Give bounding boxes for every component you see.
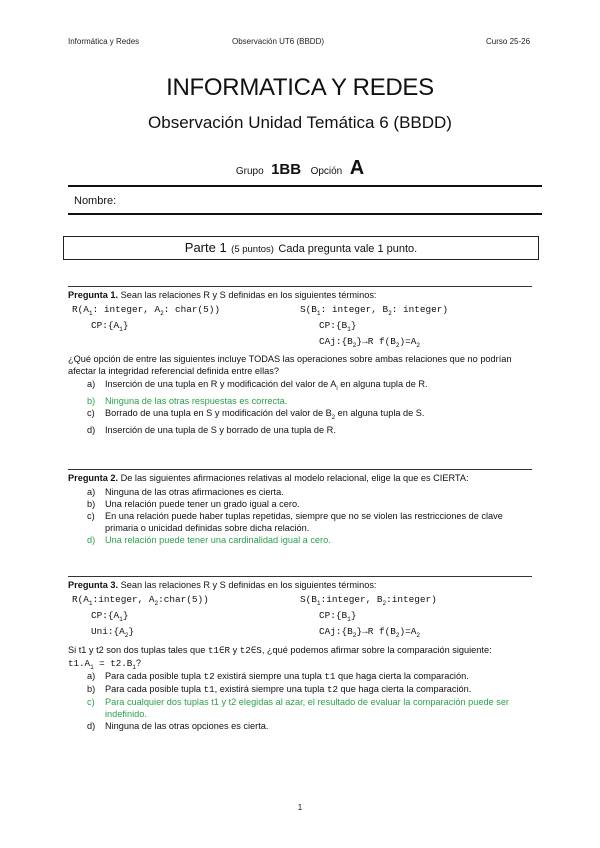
q1-relation-s: $S(B_1$: integer, $B_2$: integer) $CP:\{B_1\}$ $CAj:\{B_2\}\to R$ $f(B_2)=A_2$ xyxy=(300,304,449,349)
q1-option-c[interactable]: c) Borrado de una tupla en S y modificación del valor de $B_2$ en alguna tupla de S. xyxy=(87,407,425,421)
q1-relation-r: $R(A_1$: integer, $A_2$: char(5)) $CP:\{A_1\}$ xyxy=(72,304,221,333)
q3-option-c[interactable]: c) Para cualquier dos tuplas t1 y t2 elegidas al azar, el resultado de evaluar la comparación puede ser indefinido. xyxy=(87,697,509,719)
q2-intro-text: De las siguientes afirmaciones relativas al modelo relacional, elige la que es CIERTA: xyxy=(120,473,469,483)
q3-question: Si t1 y t2 son dos tuplas tales que t1∈R y t2∈S, ¿qué podemos afirmar sobre la comparación siguiente: $t1.A_1 = t2.B_1$? xyxy=(68,645,492,671)
q1-title: Pregunta 1. xyxy=(68,290,119,300)
q3-option-b[interactable]: b) Para cada posible tupla t1, existirá siempre una tupla t2 que haga cierta la comparación. xyxy=(87,684,472,695)
q3-option-a[interactable]: a) Para cada posible tupla t2 existirá siempre una tupla t1 que haga cierta la comparación. xyxy=(87,671,469,682)
page-subtitle: Observación Unidad Temática 6 (BBDD) xyxy=(148,113,452,132)
q1-option-a[interactable]: a) Inserción de una tupla en R y modificación del valor de $A_i$ en alguna tupla de R. xyxy=(87,379,428,392)
page-title: INFORMATICA Y REDES xyxy=(166,74,434,101)
q2-rule xyxy=(68,469,532,470)
q1-question: ¿Qué opción de entre las siguientes incluye TODAS las operaciones sobre ambas relaciones que no podrían afectar la integridad referencial definida entre ellas? xyxy=(68,354,512,376)
name-bottom-rule xyxy=(68,213,542,215)
option-value: A xyxy=(349,157,365,179)
part-title: Parte 1 xyxy=(184,240,227,255)
q1-intro-text: Sean las relaciones R y S definidas en los siguientes términos: xyxy=(120,290,377,300)
part-box xyxy=(63,236,539,260)
page-number: 1 xyxy=(297,803,303,812)
name-label: Nombre: xyxy=(74,195,117,207)
q3-relation-s: $S(B_1:integer$, $B_2:integer$) $CP:\{B_1\}$ $CAj:\{B_2\}\to R$ $f(B_2)=A_2$ xyxy=(300,594,437,639)
part-points: (5 puntos) xyxy=(231,244,274,255)
q2-title: Pregunta 2. xyxy=(68,473,119,483)
q3-rule xyxy=(68,576,532,577)
q1-rule xyxy=(68,286,532,287)
group-value: 1BB xyxy=(271,161,302,178)
q2-option-d[interactable]: d) Una relación puede tener una cardinalidad igual a cero. xyxy=(87,535,331,545)
name-top-rule xyxy=(68,185,542,187)
q2-option-b[interactable]: b) Una relación puede tener un grado igual a cero. xyxy=(87,499,300,509)
option-label: Opción xyxy=(310,166,343,177)
header-year: Curso 25-26 xyxy=(486,37,531,46)
group-label: Grupo xyxy=(235,166,264,177)
q3-option-d[interactable]: d) Ninguna de las otras opciones es cierta. xyxy=(87,721,269,731)
q1-intro xyxy=(68,289,532,301)
q1-options xyxy=(68,378,532,436)
header-course: Informática y Redes xyxy=(68,37,140,46)
q3-intro xyxy=(68,579,532,591)
q1-option-d[interactable]: d) Inserción de una tupla de S y borrado de una tupla de R. xyxy=(87,424,336,435)
group-line xyxy=(0,157,600,180)
header-title: Observación UT6 (BBDD) xyxy=(232,37,325,46)
q2-intro xyxy=(68,472,532,484)
q2-options xyxy=(68,486,532,546)
q2-option-a[interactable]: a) Ninguna de las otras afirmaciones es cierta. xyxy=(87,487,284,497)
q3-intro-text: Sean las relaciones R y S definidas en los siguientes términos: xyxy=(120,580,377,590)
q3-title: Pregunta 3. xyxy=(68,580,119,590)
q2-option-c[interactable]: c) En una relación puede haber tuplas repetidas, siempre que no se violen las restricciones de clave primaria o unicidad definidas sobre dicha relación. xyxy=(87,511,503,533)
q3-relation-r: $R(A_1:integer$, $A_2:char(5)$) $CP:\{A_1\}$ $Uni:\{A_2\}$ xyxy=(72,594,209,639)
q3-options xyxy=(68,670,532,732)
q1-option-b[interactable]: b) Ninguna de las otras respuestas es correcta. xyxy=(87,395,288,406)
part-note: Cada pregunta vale 1 punto. xyxy=(278,243,418,255)
